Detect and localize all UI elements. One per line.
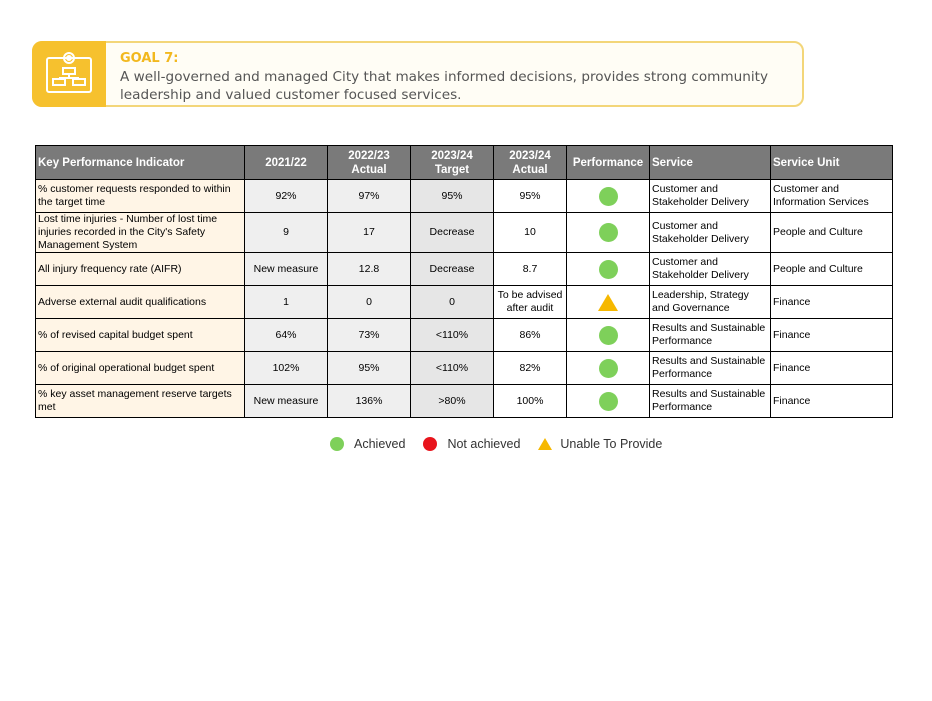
target-2023-24-cell: Decrease (411, 213, 494, 253)
performance-cell (567, 180, 650, 213)
performance-cell (567, 385, 650, 418)
goal-description: A well-governed and managed City that makes informed decisions, provides strong community leadership and valued customer focused services. (120, 69, 769, 103)
performance-cell (567, 213, 650, 253)
kpi-name-cell: All injury frequency rate (AIFR) (36, 253, 245, 286)
value-2021-22-cell: 102% (245, 352, 328, 385)
value-2021-22-cell: 1 (245, 286, 328, 319)
actual-2023-24-cell: 86% (494, 319, 567, 352)
value-2021-22-cell: New measure (245, 253, 328, 286)
table-row (36, 319, 893, 352)
target-2023-24-cell: 95% (411, 180, 494, 213)
header-performance: Performance (567, 146, 650, 180)
legend-not-achieved (423, 437, 520, 451)
target-2023-24-cell: 0 (411, 286, 494, 319)
header-2023-24-target: 2023/24 Target (411, 146, 494, 180)
value-2022-23-cell: 17 (328, 213, 411, 253)
header-service: Service (650, 146, 771, 180)
performance-cell (567, 319, 650, 352)
value-2021-22-cell: 92% (245, 180, 328, 213)
kpi-table (35, 145, 893, 418)
unable-triangle-icon (538, 438, 552, 450)
value-2022-23-cell: 12.8 (328, 253, 411, 286)
achieved-dot-icon (599, 359, 618, 378)
table-header-row (36, 146, 893, 180)
header-2022-23-actual: 2022/23 Actual (328, 146, 411, 180)
goal-banner (32, 41, 804, 107)
target-2023-24-cell: <110% (411, 319, 494, 352)
value-2022-23-cell: 73% (328, 319, 411, 352)
goal-label: GOAL 7: (120, 51, 179, 66)
goal-icon-box (32, 41, 106, 107)
service-unit-cell: Finance (771, 352, 893, 385)
header-2021-22: 2021/22 (245, 146, 328, 180)
performance-cell (567, 352, 650, 385)
target-2023-24-cell: >80% (411, 385, 494, 418)
table-row (36, 286, 893, 319)
org-chart-gear-icon (43, 48, 95, 100)
value-2022-23-cell: 136% (328, 385, 411, 418)
service-cell: Customer and Stakeholder Delivery (650, 213, 771, 253)
service-cell: Leadership, Strategy and Governance (650, 286, 771, 319)
performance-cell (567, 253, 650, 286)
header-service-unit: Service Unit (771, 146, 893, 180)
performance-cell (567, 286, 650, 319)
service-unit-cell: Finance (771, 319, 893, 352)
service-cell: Customer and Stakeholder Delivery (650, 253, 771, 286)
kpi-name-cell: Lost time injuries - Number of lost time injuries recorded in the City's Safety Management System (36, 213, 245, 253)
service-unit-cell: People and Culture (771, 213, 893, 253)
kpi-name-cell: % of revised capital budget spent (36, 319, 245, 352)
kpi-name-cell: % of original operational budget spent (36, 352, 245, 385)
kpi-name-cell: % key asset management reserve targets met (36, 385, 245, 418)
service-cell: Results and Sustainable Performance (650, 352, 771, 385)
actual-2023-24-cell: 82% (494, 352, 567, 385)
table-row (36, 352, 893, 385)
actual-2023-24-cell: 8.7 (494, 253, 567, 286)
target-2023-24-cell: Decrease (411, 253, 494, 286)
header-2023-24-actual: 2023/24 Actual (494, 146, 567, 180)
legend-not-achieved-label: Not achieved (447, 437, 521, 451)
value-2022-23-cell: 97% (328, 180, 411, 213)
table-row (36, 180, 893, 213)
service-unit-cell: Finance (771, 286, 893, 319)
legend-achieved-label: Achieved (354, 437, 406, 451)
legend-achieved (330, 437, 405, 451)
table-row (36, 253, 893, 286)
kpi-name-cell: % customer requests responded to within the target time (36, 180, 245, 213)
service-cell: Results and Sustainable Performance (650, 385, 771, 418)
table-row (36, 385, 893, 418)
service-unit-cell: Finance (771, 385, 893, 418)
service-cell: Results and Sustainable Performance (650, 319, 771, 352)
actual-2023-24-cell: 95% (494, 180, 567, 213)
value-2022-23-cell: 95% (328, 352, 411, 385)
legend-unable-label: Unable To Provide (560, 437, 663, 451)
value-2021-22-cell: 64% (245, 319, 328, 352)
achieved-dot-icon (599, 223, 618, 242)
achieved-dot-icon (599, 326, 618, 345)
value-2022-23-cell: 0 (328, 286, 411, 319)
achieved-dot-icon (599, 260, 618, 279)
actual-2023-24-cell: 10 (494, 213, 567, 253)
target-2023-24-cell: <110% (411, 352, 494, 385)
achieved-dot-icon (330, 437, 344, 451)
service-cell: Customer and Stakeholder Delivery (650, 180, 771, 213)
performance-legend (330, 437, 680, 451)
value-2021-22-cell: 9 (245, 213, 328, 253)
kpi-name-cell: Adverse external audit qualifications (36, 286, 245, 319)
service-unit-cell: People and Culture (771, 253, 893, 286)
actual-2023-24-cell: To be advised after audit (494, 286, 567, 319)
not-achieved-dot-icon (423, 437, 437, 451)
service-unit-cell: Customer and Information Services (771, 180, 893, 213)
actual-2023-24-cell: 100% (494, 385, 567, 418)
achieved-dot-icon (599, 392, 618, 411)
unable-triangle-icon (598, 294, 618, 311)
header-kpi: Key Performance Indicator (36, 146, 245, 180)
legend-unable (538, 437, 662, 451)
table-row (36, 213, 893, 253)
achieved-dot-icon (599, 187, 618, 206)
value-2021-22-cell: New measure (245, 385, 328, 418)
